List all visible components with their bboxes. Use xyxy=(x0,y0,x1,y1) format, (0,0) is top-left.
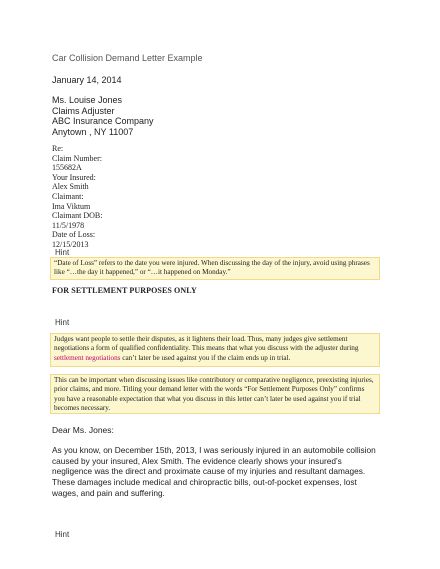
recipient-name: Ms. Louise Jones xyxy=(52,95,123,105)
date-of-loss-label: Date of Loss: xyxy=(52,230,96,240)
claimant-dob: 11/5/1978 xyxy=(52,220,85,230)
claimant-dob-label: Claimant DOB: xyxy=(52,211,103,221)
hint-text-importance: This can be important when discussing issues like contributory or comparative negligence, preexisting injuries, prior claims, and more. Titling your demand letter with the words “For Settlement Purposes Only” confirms you have a reasonable expectation that what you discuss in this letter can’t later be used against you if trial becomes necessary. xyxy=(54,376,374,412)
recipient-city: Anytown , NY 11007 xyxy=(52,126,134,137)
claim-number: 155682A xyxy=(52,163,82,173)
claim-number-label: Claim Number: xyxy=(52,153,102,163)
insured-label: Your Insured: xyxy=(52,172,96,182)
date-of-loss: 12/15/2013 xyxy=(52,239,89,249)
document-title: Car Collision Demand Letter Example xyxy=(52,53,203,63)
hint-label-4: Hint xyxy=(55,530,70,539)
hint-box-settlement xyxy=(50,333,380,367)
insured-name: Alex Smith xyxy=(52,182,89,192)
hint-text-settlement xyxy=(54,335,376,363)
hint-box-importance xyxy=(50,374,380,414)
claim-details xyxy=(52,144,102,250)
letter-date: January 14, 2014 xyxy=(52,75,122,85)
hint-text-settlement-a: Judges want people to settle their disputes, as it lightens their load. Thus, many judges give settlement negotiations a form of qualified confidentiality. This means that what you discuss with the adjuster during xyxy=(54,335,359,353)
settlement-negotiations-link[interactable]: settlement negotiations xyxy=(54,353,121,362)
recipient-role: Claims Adjuster xyxy=(52,105,115,116)
hint-text-settlement-b: can’t later be used against you if the claim ends up in trial. xyxy=(120,353,291,362)
re-label: Re: xyxy=(52,144,64,153)
recipient-company: ABC Insurance Company xyxy=(52,116,154,126)
recipient-address xyxy=(52,95,154,137)
hint-label-2: Hint xyxy=(55,318,70,327)
letter-paragraph-1: As you know, on December 15th, 2013, I was seriously injured in an automobile collision caused by your insured, Alex Smith. The evidence clearly shows your insured’s negligence was the direct and proximate cause of my injuries and resultant damages. These damages include medical and chiropractic bills, out-of-pocket expenses, lost wages, and pain and suffering. xyxy=(52,445,376,498)
hint-box-date-of-loss xyxy=(50,257,380,280)
settlement-heading: FOR SETTLEMENT PURPOSES ONLY xyxy=(52,286,197,295)
hint-text-date-of-loss: “Date of Loss” refers to the date you were injured. When discussing the day of the injury, avoid using phrases like “…the day it happened,” or “…it happened on Monday.” xyxy=(54,259,370,277)
claimant-label: Claimant: xyxy=(52,191,84,201)
claimant-name: Ima Viktum xyxy=(52,201,91,211)
hint-label-1: Hint xyxy=(55,248,70,257)
salutation: Dear Ms. Jones: xyxy=(52,425,114,435)
